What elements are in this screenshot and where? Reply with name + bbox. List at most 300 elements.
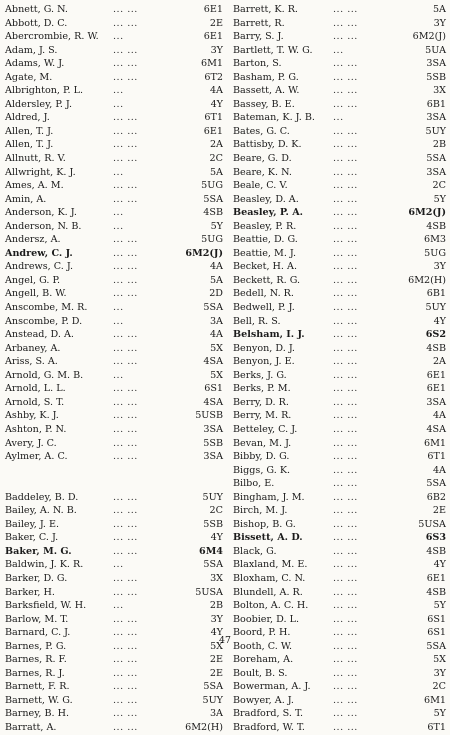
leader-dots: ... ... bbox=[333, 667, 358, 679]
leader-dots: ... ... bbox=[333, 451, 358, 463]
entry-name: Bell, R. S. bbox=[233, 315, 281, 327]
leader-dots: ... ... bbox=[333, 17, 358, 29]
entry-name: Baddeley, B. D. bbox=[5, 491, 79, 503]
entry-code: 5SA bbox=[426, 640, 446, 652]
leader-dots: ... ... bbox=[333, 166, 358, 178]
leader-dots: ... ... bbox=[113, 329, 138, 341]
leader-dots: ... ... bbox=[113, 572, 138, 584]
list-item bbox=[233, 125, 446, 139]
entry-code: 5A bbox=[209, 274, 223, 286]
list-item bbox=[5, 694, 223, 708]
entry-name: Avery, J. C. bbox=[5, 437, 57, 449]
leader-dots: ... ... bbox=[113, 342, 138, 354]
entry-name: Andersz, A. bbox=[5, 234, 61, 246]
leader-dots: ... bbox=[113, 600, 124, 612]
list-item bbox=[5, 193, 223, 207]
list-item bbox=[233, 504, 446, 518]
entry-code: 2E bbox=[209, 17, 223, 29]
leader-dots: ... ... bbox=[113, 613, 138, 625]
leader-dots: ... ... bbox=[333, 71, 358, 83]
list-item bbox=[5, 84, 223, 98]
entry-code: 5SA bbox=[203, 302, 223, 314]
entry-code: 4SA bbox=[203, 356, 223, 368]
leader-dots: ... ... bbox=[113, 139, 138, 151]
list-item bbox=[233, 233, 446, 247]
leader-dots: ... ... bbox=[333, 654, 358, 666]
entry-code: 5X bbox=[210, 342, 223, 354]
entry-code: 4A bbox=[209, 261, 223, 273]
entry-code: 4SA bbox=[426, 423, 446, 435]
leader-dots: ... ... bbox=[333, 369, 358, 381]
entry-name: Becket, H. A. bbox=[233, 261, 297, 273]
entry-code: 5SA bbox=[426, 153, 446, 165]
list-item bbox=[233, 721, 446, 735]
list-item bbox=[233, 437, 446, 451]
list-item bbox=[5, 396, 223, 410]
entry-code: 3SA bbox=[426, 396, 446, 408]
entry-code: 3A bbox=[209, 315, 223, 327]
leader-dots: ... ... bbox=[333, 125, 358, 137]
entry-code: 4SB bbox=[426, 342, 446, 354]
entry-code: 2A bbox=[209, 139, 223, 151]
entry-name: Beattie, D. G. bbox=[233, 234, 298, 246]
list-item bbox=[233, 287, 446, 301]
entry-code: 2B bbox=[432, 139, 446, 151]
entry-name: Arbaney, A. bbox=[5, 342, 61, 354]
entry-name: Benyon, D. J. bbox=[233, 342, 295, 354]
leader-dots: ... bbox=[113, 98, 124, 110]
list-item bbox=[5, 138, 223, 152]
entry-code: 3Y bbox=[433, 261, 446, 273]
entry-code: 2B bbox=[209, 600, 223, 612]
list-item bbox=[233, 531, 446, 545]
entry-name: Angell, B. W. bbox=[5, 288, 67, 300]
entry-name: Barnes, R. F. bbox=[5, 654, 67, 666]
list-item bbox=[233, 369, 446, 383]
leader-dots: ... ... bbox=[333, 586, 358, 598]
leader-dots: ... ... bbox=[333, 193, 358, 205]
entry-name: Bailey, J. E. bbox=[5, 518, 60, 530]
list-item bbox=[5, 680, 223, 694]
list-item bbox=[233, 653, 446, 667]
entry-code: 3SA bbox=[426, 58, 446, 70]
entry-name: Barker, H. bbox=[5, 586, 55, 598]
list-item bbox=[233, 694, 446, 708]
entry-name: Bissett, A. D. bbox=[233, 532, 303, 544]
leader-dots: ... bbox=[113, 315, 124, 327]
list-item bbox=[233, 57, 446, 71]
entry-name: Boord, P. H. bbox=[233, 627, 291, 639]
entry-name: Andrews, C. J. bbox=[5, 261, 73, 273]
entry-code: 2C bbox=[209, 505, 223, 517]
leader-dots: ... ... bbox=[113, 112, 138, 124]
leader-dots: ... ... bbox=[333, 329, 358, 341]
entry-code: 3X bbox=[210, 572, 223, 584]
leader-dots: ... ... bbox=[113, 153, 138, 165]
list-item bbox=[5, 206, 223, 220]
list-item bbox=[5, 653, 223, 667]
entry-code: 5SA bbox=[203, 193, 223, 205]
entry-name: Ashby, K. J. bbox=[5, 410, 59, 422]
entry-code: 3A bbox=[209, 708, 223, 720]
leader-dots: ... ... bbox=[113, 518, 138, 530]
list-item bbox=[233, 260, 446, 274]
entry-name: Boobier, D. L. bbox=[233, 613, 299, 625]
entry-code: 4SB bbox=[426, 220, 446, 232]
entry-code: 5UG bbox=[201, 180, 223, 192]
leader-dots: ... bbox=[333, 112, 344, 124]
entry-code: 4A bbox=[209, 85, 223, 97]
list-item bbox=[233, 355, 446, 369]
entry-code: 4Y bbox=[210, 627, 223, 639]
leader-dots: ... ... bbox=[333, 315, 358, 327]
leader-dots: ... bbox=[113, 220, 124, 232]
leader-dots: ... bbox=[113, 302, 124, 314]
entry-name: Anscombe, P. D. bbox=[5, 315, 83, 327]
leader-dots: ... ... bbox=[113, 627, 138, 639]
entry-name: Aldersley, P. J. bbox=[5, 98, 73, 110]
list-item bbox=[5, 409, 223, 423]
list-item bbox=[5, 166, 223, 180]
list-item bbox=[233, 382, 446, 396]
entry-code: 6S2 bbox=[425, 329, 446, 341]
leader-dots: ... ... bbox=[113, 247, 138, 259]
leader-dots: ... ... bbox=[333, 234, 358, 246]
leader-dots: ... ... bbox=[333, 153, 358, 165]
leader-dots: ... ... bbox=[333, 721, 358, 733]
leader-dots: ... ... bbox=[113, 193, 138, 205]
list-item bbox=[233, 274, 446, 288]
entry-code: 4Y bbox=[433, 315, 446, 327]
entry-name: Battisby, D. K. bbox=[233, 139, 302, 151]
entry-code: 6E1 bbox=[203, 125, 223, 137]
entry-code: 3SA bbox=[426, 166, 446, 178]
list-item bbox=[233, 71, 446, 85]
leader-dots: ... ... bbox=[333, 302, 358, 314]
entry-name: Bartlett, T. W. G. bbox=[233, 44, 313, 56]
leader-dots: ... ... bbox=[113, 410, 138, 422]
entry-code: 6E1 bbox=[203, 31, 223, 43]
leader-dots: ... ... bbox=[113, 17, 138, 29]
entry-name: Birch, M. J. bbox=[233, 505, 288, 517]
leader-dots: ... ... bbox=[113, 44, 138, 56]
entry-code: 5X bbox=[210, 640, 223, 652]
list-item bbox=[233, 423, 446, 437]
entry-name: Bowerman, A. J. bbox=[233, 681, 311, 693]
right-column bbox=[233, 3, 446, 735]
entry-name: Beasley, D. A. bbox=[233, 193, 299, 205]
entry-name: Baker, C. J. bbox=[5, 532, 59, 544]
entry-name: Boult, B. S. bbox=[233, 667, 288, 679]
entry-code: 3Y bbox=[210, 613, 223, 625]
list-item bbox=[233, 464, 446, 478]
list-item bbox=[5, 57, 223, 71]
list-item bbox=[233, 667, 446, 681]
leader-dots: ... ... bbox=[333, 640, 358, 652]
list-item bbox=[5, 287, 223, 301]
leader-dots: ... ... bbox=[333, 85, 358, 97]
entry-name: Arnold, L. L. bbox=[5, 383, 66, 395]
entry-name: Barnes, R. J. bbox=[5, 667, 65, 679]
entry-name: Belsham, I. J. bbox=[233, 329, 305, 341]
entry-code: 3Y bbox=[210, 44, 223, 56]
entry-name: Booth, C. W. bbox=[233, 640, 293, 652]
entry-code: 3SA bbox=[203, 423, 223, 435]
list-item bbox=[233, 558, 446, 572]
leader-dots: ... ... bbox=[113, 708, 138, 720]
list-item bbox=[5, 707, 223, 721]
leader-dots: ... ... bbox=[113, 721, 138, 733]
entry-name: Beckett, R. G. bbox=[233, 274, 301, 286]
leader-dots: ... ... bbox=[333, 139, 358, 151]
entry-code: 6T1 bbox=[427, 721, 446, 733]
entry-code: 5UG bbox=[424, 247, 446, 259]
entry-code: 5Y bbox=[433, 600, 446, 612]
list-item bbox=[233, 247, 446, 261]
entry-name: Beare, G. D. bbox=[233, 153, 292, 165]
leader-dots: ... ... bbox=[333, 410, 358, 422]
entry-code: 5USB bbox=[195, 410, 223, 422]
entry-code: 4SB bbox=[426, 586, 446, 598]
leader-dots: ... ... bbox=[333, 559, 358, 571]
entry-name: Bilbo, E. bbox=[233, 478, 275, 490]
entry-code: 6M2(J) bbox=[185, 247, 223, 259]
leader-dots: ... ... bbox=[113, 586, 138, 598]
entry-name: Aldred, J. bbox=[5, 112, 50, 124]
leader-dots: ... ... bbox=[113, 58, 138, 70]
list-item bbox=[233, 315, 446, 329]
leader-dots: ... ... bbox=[333, 437, 358, 449]
entry-name: Ashton, P. N. bbox=[5, 423, 67, 435]
list-item bbox=[233, 166, 446, 180]
leader-dots: ... ... bbox=[333, 627, 358, 639]
entry-code: 6E1 bbox=[203, 4, 223, 15]
entry-name: Barratt, A. bbox=[5, 721, 57, 733]
entry-name: Berry, M. R. bbox=[233, 410, 292, 422]
entry-name: Beale, C. V. bbox=[233, 180, 288, 192]
entry-code: 2D bbox=[209, 288, 223, 300]
leader-dots: ... ... bbox=[333, 180, 358, 192]
list-item bbox=[5, 71, 223, 85]
entry-name: Allnutt, R. V. bbox=[5, 153, 66, 165]
leader-dots: ... ... bbox=[333, 247, 358, 259]
leader-dots: ... ... bbox=[333, 600, 358, 612]
entry-name: Biggs, G. K. bbox=[233, 464, 291, 476]
entry-code: 2C bbox=[209, 153, 223, 165]
entry-name: Anstead, D. A. bbox=[5, 329, 74, 341]
list-item bbox=[5, 572, 223, 586]
list-item bbox=[233, 98, 446, 112]
entry-name: Bradford, S. T. bbox=[233, 708, 304, 720]
leader-dots: ... ... bbox=[333, 423, 358, 435]
entry-name: Allen, T. J. bbox=[5, 125, 54, 137]
spacer bbox=[5, 477, 223, 491]
leader-dots: ... ... bbox=[113, 451, 138, 463]
entry-code: 5USA bbox=[195, 586, 223, 598]
entry-code: 4SB bbox=[426, 545, 446, 557]
entry-name: Aylmer, A. C. bbox=[5, 451, 68, 463]
entry-name: Allen, T. J. bbox=[5, 139, 54, 151]
entry-code: 6M2(H) bbox=[408, 274, 446, 286]
list-item bbox=[233, 30, 446, 44]
entry-code: 2E bbox=[209, 667, 223, 679]
entry-name: Agate, M. bbox=[5, 71, 53, 83]
list-item bbox=[5, 613, 223, 627]
entry-code: 4Y bbox=[210, 98, 223, 110]
list-item bbox=[5, 328, 223, 342]
leader-dots: ... ... bbox=[333, 261, 358, 273]
entry-name: Anderson, N. B. bbox=[5, 220, 82, 232]
entry-name: Barnard, C. J. bbox=[5, 627, 71, 639]
entry-code: 6B1 bbox=[426, 288, 446, 300]
leader-dots: ... ... bbox=[113, 288, 138, 300]
entry-name: Bassett, A. W. bbox=[233, 85, 300, 97]
leader-dots: ... ... bbox=[113, 491, 138, 503]
entry-code: 2E bbox=[432, 505, 446, 517]
entry-code: 5SB bbox=[203, 437, 223, 449]
entry-code: 6M4 bbox=[199, 545, 223, 557]
list-item bbox=[5, 301, 223, 315]
leader-dots: ... ... bbox=[333, 396, 358, 408]
list-item bbox=[5, 260, 223, 274]
leader-dots: ... ... bbox=[333, 207, 358, 219]
leader-dots: ... ... bbox=[113, 274, 138, 286]
leader-dots: ... ... bbox=[333, 532, 358, 544]
list-item bbox=[5, 450, 223, 464]
entry-name: Bailey, A. N. B. bbox=[5, 505, 77, 517]
list-item bbox=[233, 680, 446, 694]
list-item bbox=[5, 315, 223, 329]
entry-code: 5UY bbox=[202, 491, 223, 503]
entry-code: 6E1 bbox=[426, 369, 446, 381]
entry-code: 5SA bbox=[203, 559, 223, 571]
entry-name: Beasley, P. A. bbox=[233, 207, 304, 219]
list-item bbox=[5, 382, 223, 396]
entry-code: 5USA bbox=[418, 518, 446, 530]
list-item bbox=[5, 586, 223, 600]
leader-dots: ... ... bbox=[333, 220, 358, 232]
entry-name: Arnold, S. T. bbox=[5, 396, 65, 408]
leader-dots: ... ... bbox=[333, 31, 358, 43]
entry-name: Baldwin, J. K. R. bbox=[5, 559, 84, 571]
list-item bbox=[5, 44, 223, 58]
entry-code: 5UG bbox=[201, 234, 223, 246]
leader-dots: ... ... bbox=[113, 71, 138, 83]
entry-name: Betteley, C. J. bbox=[233, 423, 298, 435]
leader-dots: ... ... bbox=[333, 274, 358, 286]
entry-code: 6M2(J) bbox=[408, 207, 446, 219]
entry-name: Berks, J. G. bbox=[233, 369, 287, 381]
leader-dots: ... ... bbox=[113, 180, 138, 192]
list-item bbox=[233, 220, 446, 234]
leader-dots: ... bbox=[113, 559, 124, 571]
list-item bbox=[5, 545, 223, 559]
leader-dots: ... ... bbox=[113, 640, 138, 652]
entry-name: Bradford, W. T. bbox=[233, 721, 305, 733]
list-item bbox=[233, 179, 446, 193]
list-item bbox=[233, 301, 446, 315]
entry-name: Bishop, B. G. bbox=[233, 518, 296, 530]
entry-name: Barnett, F. R. bbox=[5, 681, 70, 693]
entry-name: Berks, P. M. bbox=[233, 383, 291, 395]
leader-dots: ... ... bbox=[113, 532, 138, 544]
leader-dots: ... bbox=[333, 44, 344, 56]
entry-name: Berry, D. R. bbox=[233, 396, 289, 408]
list-item bbox=[5, 437, 223, 451]
entry-name: Barney, B. H. bbox=[5, 708, 70, 720]
entry-name: Blaxland, M. E. bbox=[233, 559, 308, 571]
entry-name: Allwright, K. J. bbox=[5, 166, 76, 178]
entry-code: 5UY bbox=[202, 694, 223, 706]
leader-dots: ... ... bbox=[113, 667, 138, 679]
leader-dots: ... ... bbox=[113, 505, 138, 517]
list-item bbox=[5, 220, 223, 234]
entry-code: 2C bbox=[432, 681, 446, 693]
list-item bbox=[233, 599, 446, 613]
leader-dots: ... ... bbox=[113, 396, 138, 408]
entry-name: Abnett, G. N. bbox=[5, 4, 68, 15]
entry-name: Barnett, W. G. bbox=[5, 694, 73, 706]
list-item bbox=[5, 423, 223, 437]
entry-name: Basham, P. G. bbox=[233, 71, 299, 83]
leader-dots: ... bbox=[113, 31, 124, 43]
left-column bbox=[5, 3, 223, 735]
list-item bbox=[5, 491, 223, 505]
leader-dots: ... ... bbox=[333, 545, 358, 557]
entry-code: 5A bbox=[209, 166, 223, 178]
entry-name: Beattie, M. J. bbox=[233, 247, 297, 259]
leader-dots: ... bbox=[113, 207, 124, 219]
list-item bbox=[233, 84, 446, 98]
leader-dots: ... ... bbox=[333, 288, 358, 300]
list-item bbox=[233, 44, 446, 58]
entry-code: 6S1 bbox=[427, 627, 446, 639]
entry-code: 6E1 bbox=[426, 572, 446, 584]
list-item bbox=[233, 17, 446, 31]
list-item bbox=[5, 98, 223, 112]
list-item bbox=[5, 355, 223, 369]
entry-code: 5X bbox=[433, 654, 446, 666]
list-item bbox=[5, 599, 223, 613]
list-item bbox=[5, 152, 223, 166]
entry-name: Abercrombie, R. W. bbox=[5, 31, 99, 43]
list-item bbox=[5, 247, 223, 261]
list-item bbox=[5, 17, 223, 31]
entry-name: Bevan, M. J. bbox=[233, 437, 292, 449]
entry-code: 3Y bbox=[433, 667, 446, 679]
entry-name: Barrett, K. R. bbox=[233, 4, 298, 15]
entry-name: Barker, D. G. bbox=[5, 572, 68, 584]
leader-dots: ... bbox=[113, 85, 124, 97]
entry-code: 4SA bbox=[203, 396, 223, 408]
list-item bbox=[233, 396, 446, 410]
entry-name: Blundell, A. R. bbox=[233, 586, 303, 598]
entry-code: 6T1 bbox=[427, 451, 446, 463]
list-item bbox=[233, 572, 446, 586]
entry-code: 2A bbox=[432, 356, 446, 368]
leader-dots: ... ... bbox=[113, 694, 138, 706]
entry-code: 4A bbox=[432, 464, 446, 476]
entry-name: Barry, S. J. bbox=[233, 31, 284, 43]
leader-dots: ... ... bbox=[333, 4, 358, 15]
entry-code: 3X bbox=[433, 85, 446, 97]
entry-name: Adams, W. J. bbox=[5, 58, 65, 70]
entry-code: 5SA bbox=[426, 478, 446, 490]
list-item bbox=[233, 3, 446, 17]
entry-code: 6E1 bbox=[426, 383, 446, 395]
entry-code: 5Y bbox=[433, 708, 446, 720]
leader-dots: ... ... bbox=[113, 545, 138, 557]
